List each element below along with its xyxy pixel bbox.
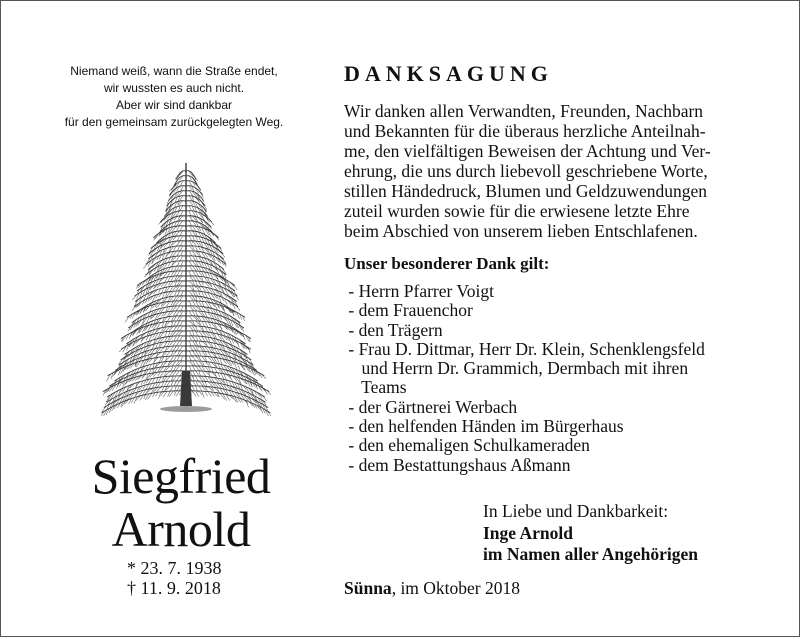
tree-needle: [189, 261, 192, 266]
tree-needle: [175, 281, 177, 286]
tree-needle: [195, 281, 198, 288]
tree-needle: [177, 316, 179, 320]
tree-needle: [262, 374, 266, 379]
tree-needle: [173, 311, 176, 315]
tree-needle: [177, 226, 180, 230]
signature-family: im Namen aller Angehörigen: [483, 544, 699, 564]
list-item: und Herrn Dr. Grammich, Dermbach mit ihren: [344, 358, 689, 379]
tree-needle: [196, 301, 199, 305]
tree-needle: [132, 294, 137, 300]
list-item: - der Gärtnerei Werbach: [344, 396, 518, 417]
poem-line: Aber wir sind dankbar: [115, 98, 233, 112]
tree-needle: [192, 371, 195, 376]
tree-needle: [205, 376, 208, 381]
signature-block: [483, 501, 698, 565]
tree-needle: [174, 271, 177, 276]
list-item: - den ehemaligen Schulkameraden: [344, 435, 590, 456]
birth-date: * 23. 7. 1938: [127, 558, 222, 578]
notice-heading: DANKSAGUNG: [344, 61, 553, 86]
tree-needle: [174, 381, 176, 386]
body-line: me, den vielfältigen Beweisen der Achtung und Ver-: [344, 141, 711, 161]
tree-needle: [189, 256, 191, 260]
tree-needle: [177, 386, 180, 391]
list-item: - Frau D. Dittmar, Herr Dr. Klein, Schenklengsfeld: [344, 338, 705, 359]
tree-needle: [168, 341, 170, 346]
signature-intro: In Liebe und Dankbarkeit:: [483, 501, 669, 521]
tree-ground: [160, 406, 212, 412]
deceased-last-name: Arnold: [111, 501, 251, 557]
tree-needle: [177, 356, 180, 361]
tree-needle: [232, 284, 237, 290]
tree-needle: [199, 356, 202, 361]
body-line: beim Abschied von unserem lieben Entschlafenen.: [344, 221, 698, 241]
tree-needle: [192, 386, 194, 391]
notice-body: [344, 101, 764, 241]
poem-line: wir wussten es auch nicht.: [103, 81, 245, 95]
tree-needle: [165, 371, 170, 376]
tree-needle: [189, 311, 192, 316]
tree-needle: [235, 305, 240, 311]
tree-needle: [171, 276, 174, 281]
life-dates: [127, 558, 222, 598]
tree-needle: [192, 391, 196, 397]
tree-needle: [176, 336, 179, 341]
tree-needle: [177, 246, 179, 251]
fir-tree-illustration: [96, 161, 276, 416]
list-item: - den helfenden Händen im Bürgerhaus: [344, 416, 624, 437]
tree-needle: [176, 391, 180, 396]
tree-needle: [177, 256, 180, 260]
tree-needle: [180, 226, 183, 231]
tree-branch: [186, 171, 196, 180]
tree-needle: [189, 266, 193, 271]
tree-branch: [149, 241, 186, 254]
tree-needle: [205, 391, 208, 396]
tree-needle: [189, 336, 191, 340]
tree-needle: [199, 351, 201, 356]
tree-needle: [173, 336, 176, 341]
list-item: - den Trägern: [344, 319, 443, 340]
tree-needle: [158, 392, 161, 399]
tree-needle: [164, 381, 167, 386]
tree-needle: [192, 316, 197, 320]
thanks-list: [344, 282, 764, 475]
tree-needle: [189, 206, 191, 210]
tree-needle: [192, 236, 194, 241]
tree-needle: [169, 356, 173, 363]
list-item: Teams: [344, 377, 407, 398]
list-item: - dem Bestattungshaus Aßmann: [344, 454, 571, 475]
tree-needle: [179, 346, 183, 351]
signature-name: Inge Arnold: [483, 523, 573, 543]
thank-you-notice: [344, 61, 764, 475]
tree-needle: [144, 273, 148, 277]
tree-needle: [179, 301, 182, 305]
tree-needle: [197, 189, 202, 194]
death-date: † 11. 9. 2018: [127, 578, 221, 598]
tree-needle: [199, 301, 202, 306]
tree-needle: [209, 219, 214, 225]
tree-needle: [199, 386, 202, 391]
deceased-first-name: Siegfried: [91, 448, 271, 504]
tree-needle: [181, 251, 183, 255]
place-name: Sünna: [344, 578, 392, 598]
body-line: stillen Händedruck, Blumen und Geldzuwendungen: [344, 181, 708, 201]
tree-branch: [146, 266, 186, 280]
tree-needle: [136, 298, 141, 302]
place-date: [344, 578, 520, 598]
tree-needle: [189, 251, 192, 256]
tree-needle: [189, 231, 191, 235]
tree-needle: [173, 341, 176, 346]
tree-needle: [196, 381, 199, 386]
poem-line: für den gemeinsam zurückgelegten Weg.: [64, 115, 284, 129]
tree-needle: [158, 219, 162, 224]
tree-needle: [180, 231, 183, 236]
tree-needle: [174, 351, 177, 355]
body-line: Wir danken allen Verwandten, Freunden, Nachbarn: [344, 101, 704, 121]
tree-needle: [179, 296, 182, 301]
tree-needle: [171, 346, 174, 351]
tree-needle: [192, 356, 196, 361]
tree-needle: [175, 291, 177, 296]
tree-needle: [192, 271, 195, 276]
poem: [15, 63, 333, 131]
tree-needle: [196, 371, 199, 375]
tree-needle: [180, 366, 183, 371]
tree-needle: [268, 411, 272, 416]
tree-needle: [196, 336, 198, 341]
tree-needle: [176, 281, 180, 288]
tree-needle: [143, 262, 148, 268]
poem-line: Niemand weiß, wann die Straße endet,: [70, 64, 278, 78]
body-line: und Bekannten für die überaus herzliche Anteilnah-: [344, 121, 706, 141]
tree-needle: [180, 341, 183, 345]
list-item: - Herrn Pfarrer Voigt: [344, 281, 495, 301]
special-thanks-heading: Unser besonderer Dank gilt:: [344, 254, 550, 273]
tree-needle: [189, 281, 194, 286]
tree-needle: [178, 236, 180, 241]
tree-needle: [209, 224, 212, 228]
tree-needle: [189, 316, 192, 320]
tree-needle: [205, 342, 208, 347]
body-line: zuteil wurden sowie für die erwiesene letzte Ehre: [344, 201, 690, 221]
tree-needle: [217, 358, 220, 364]
body-line: ehrung, die uns durch liebevoll geschriebene Worte,: [344, 161, 708, 181]
date-text: , im Oktober 2018: [391, 578, 521, 598]
tree-needle: [192, 301, 195, 305]
tree-needle: [176, 371, 179, 375]
list-item: - dem Frauenchor: [344, 300, 473, 321]
